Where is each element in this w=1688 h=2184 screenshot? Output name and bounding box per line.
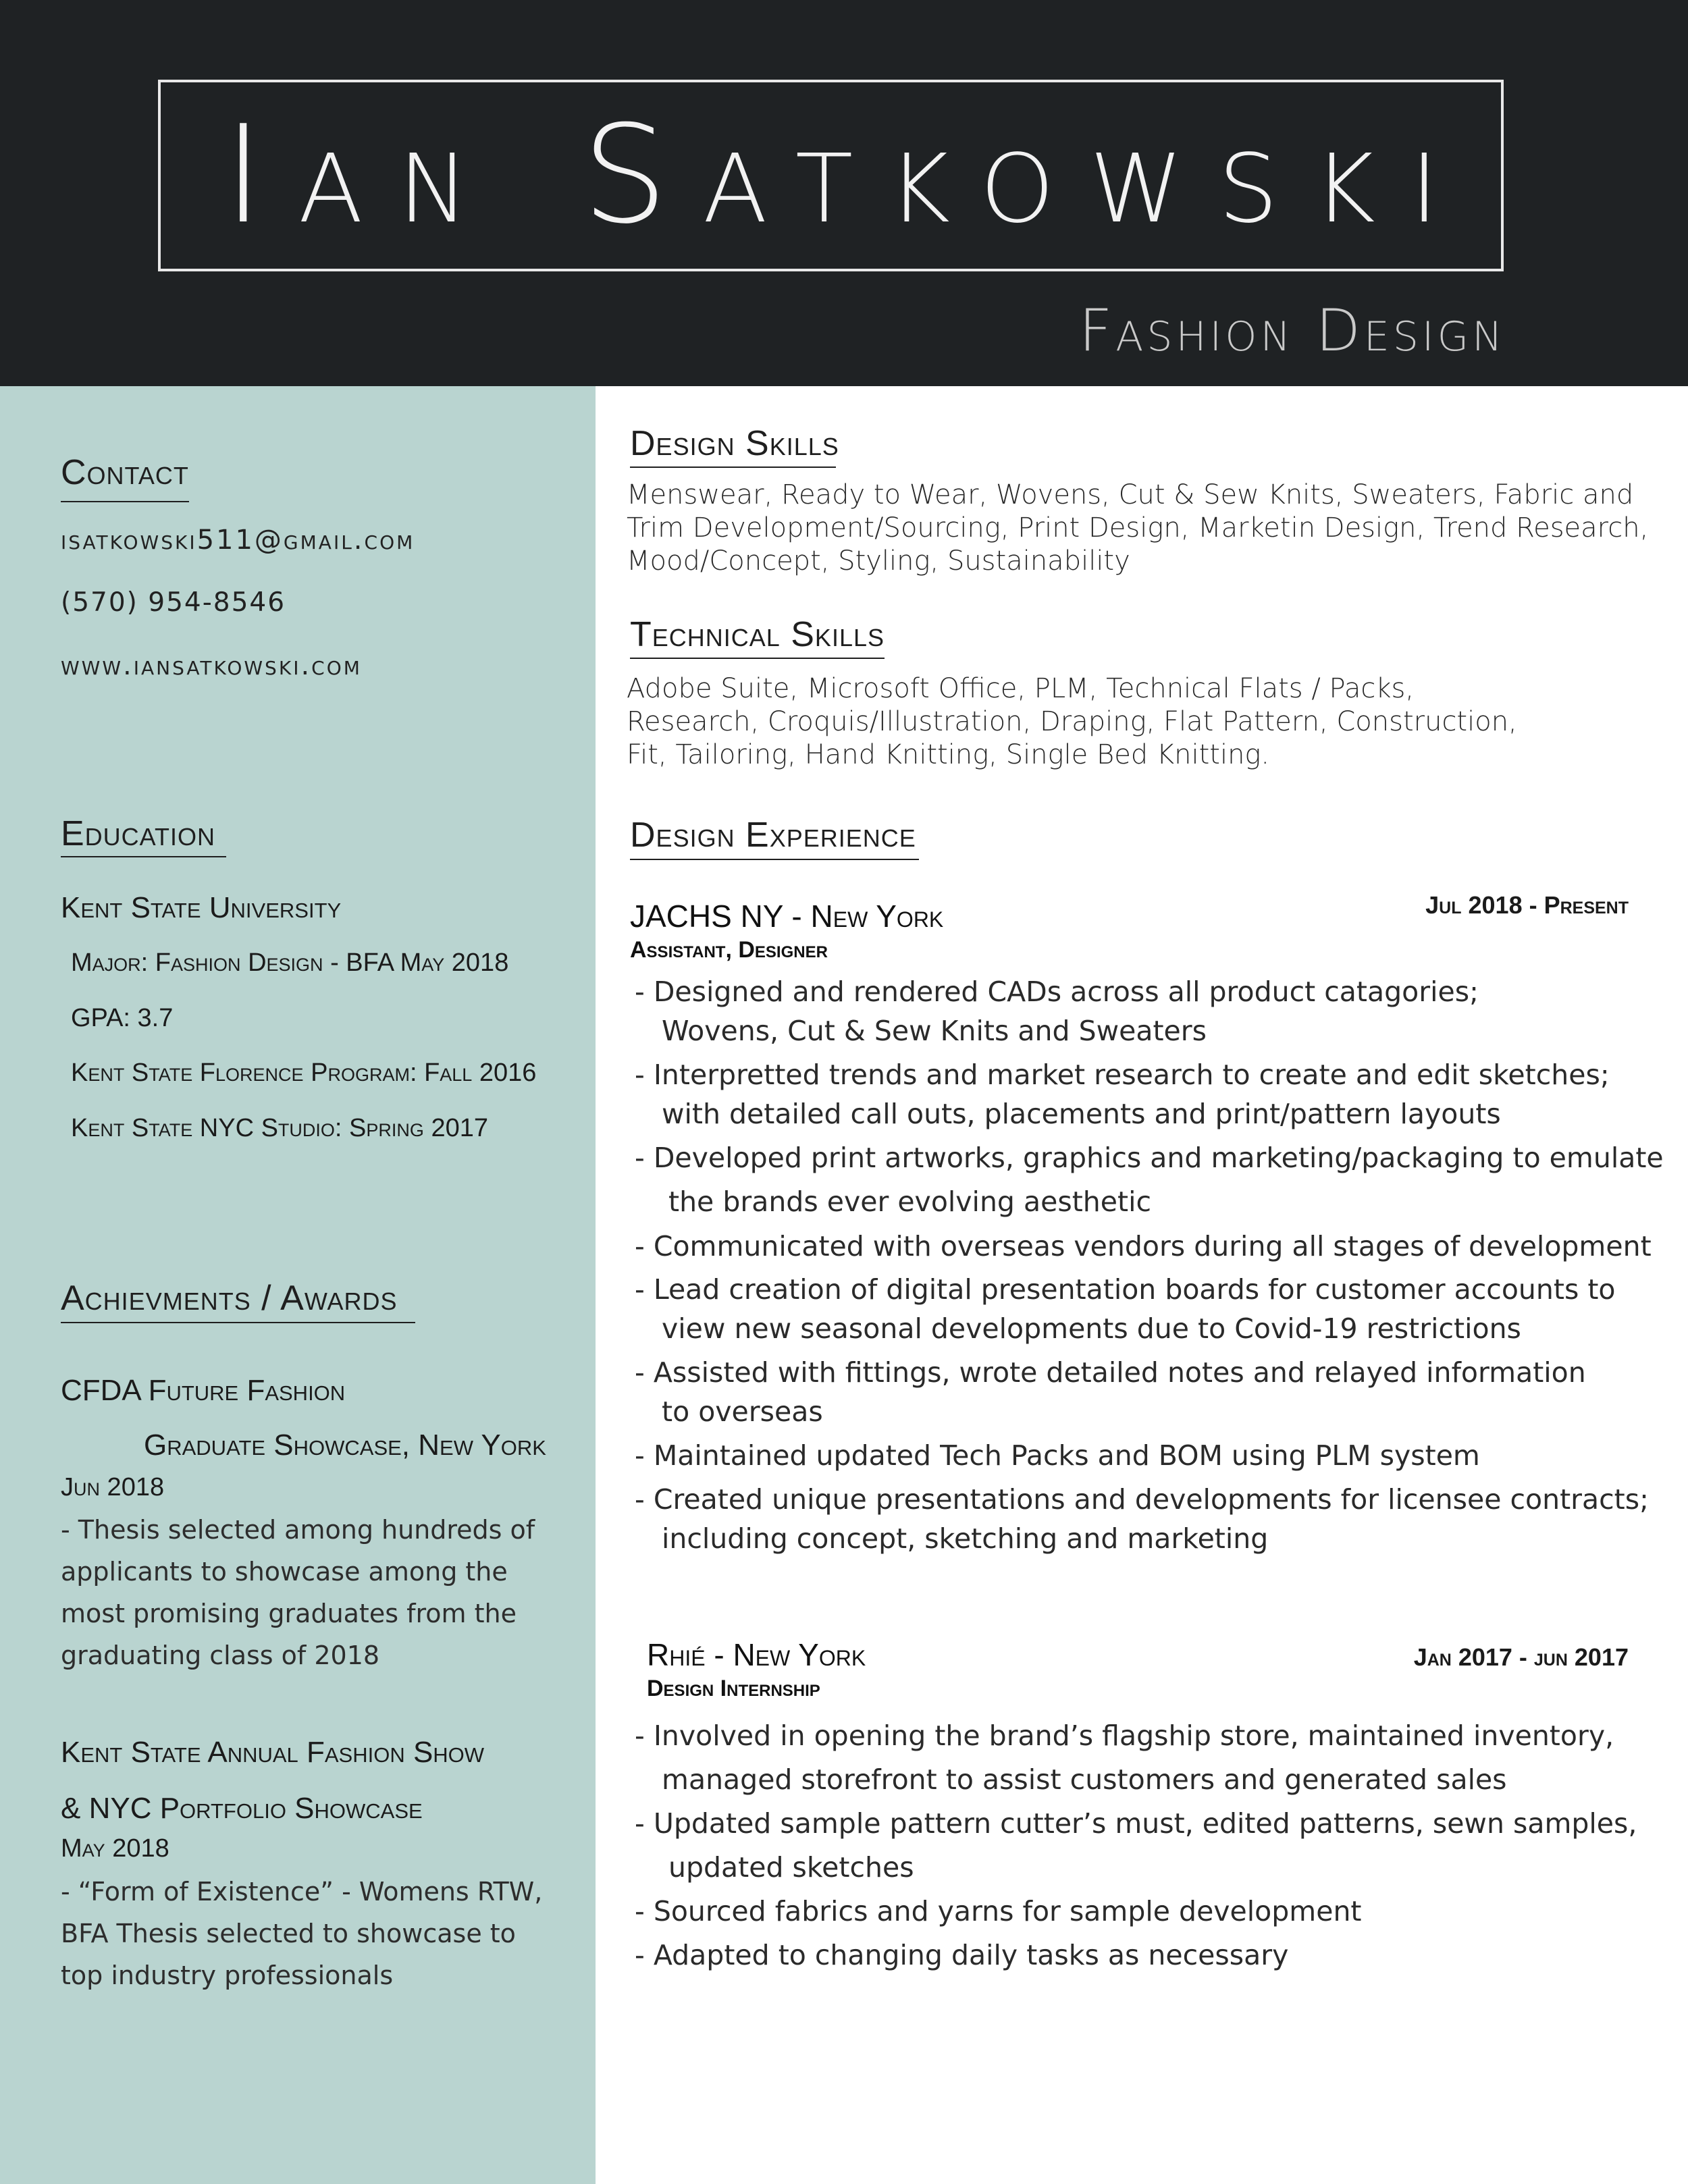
job2-bullet3-line1: - Sourced fabrics and yarns for sample development <box>635 1895 1362 1927</box>
award1-title-line1: CFDA Future Fashion <box>61 1374 346 1407</box>
job1-bullet8-line1: - Created unique presentations and developments for licensee contracts; <box>635 1483 1649 1516</box>
experience-heading-rule <box>630 859 919 860</box>
technical-skills-line3: Fit, Tailoring, Hand Knitting, Single Bed Knitting. <box>627 739 1270 770</box>
education-program-nyc: Kent State NYC Studio: Spring 2017 <box>71 1114 488 1142</box>
contact-phone[interactable]: (570) 954-8546 <box>61 587 286 618</box>
design-skills-line1: Menswear, Ready to Wear, Wovens, Cut & Sew Knits, Sweaters, Fabric and <box>627 479 1634 510</box>
job2-company: Rhié - New York <box>647 1637 866 1672</box>
award2-desc-line3: top industry professionals <box>61 1961 394 1990</box>
job1-bullet2-line2: with detailed call outs, placements and print/pattern layouts <box>662 1098 1501 1130</box>
award2-desc-line1: - “Form of Existence” - Womens RTW, <box>61 1877 543 1907</box>
job1-company: JACHS NY - New York <box>630 899 944 934</box>
award2-title-line2: & NYC Portfolio Showcase <box>61 1792 423 1825</box>
job1-bullet1-line1: - Designed and rendered CADs across all product catagories; <box>635 976 1479 1008</box>
award1-desc-line2: applicants to showcase among the <box>61 1557 508 1587</box>
contact-heading: Contact <box>61 453 189 492</box>
job1-role: Assistant, Designer <box>630 937 828 963</box>
education-heading-rule <box>61 856 226 857</box>
job1-bullet3-line1: - Developed print artworks, graphics and marketing/packaging to emulate <box>635 1142 1664 1174</box>
education-gpa: GPA: 3.7 <box>71 1004 174 1032</box>
job1-bullet2-line1: - Interpretted trends and market research to create and edit sketches; <box>635 1059 1610 1091</box>
job1-dates: Jul 2018 - Present <box>1425 891 1629 919</box>
education-school: Kent State University <box>61 891 342 924</box>
education-major: Major: Fashion Design - BFA May 2018 <box>71 949 509 977</box>
technical-skills-line2: Research, Croquis/Illustration, Draping, Flat Pattern, Construction, <box>627 706 1517 737</box>
award1-date: Jun 2018 <box>61 1473 165 1501</box>
design-skills-heading-rule <box>630 467 836 468</box>
awards-heading-rule <box>61 1322 415 1323</box>
job1-bullet5-line2: view new seasonal developments due to Covid-19 restrictions <box>662 1312 1521 1345</box>
contact-email[interactable]: isatkowski511@gmail.com <box>61 525 415 556</box>
contact-heading-rule <box>61 501 189 502</box>
name-frame <box>158 80 1504 271</box>
design-skills-line2: Trim Development/Sourcing, Print Design, Marketin Design, Trend Research, <box>627 512 1649 543</box>
header-banner <box>0 0 1688 386</box>
job2-bullet1-line1: - Involved in opening the brand’s flagship store, maintained inventory, <box>635 1720 1614 1752</box>
technical-skills-line1: Adobe Suite, Microsoft Office, PLM, Technical Flats / Packs, <box>627 673 1415 704</box>
job1-bullet6-line2: to overseas <box>662 1395 823 1428</box>
job2-bullet2-line2: updated sketches <box>668 1851 914 1884</box>
job1-bullet8-line2: including concept, sketching and marketing <box>662 1522 1269 1555</box>
contact-website[interactable]: www.iansatkowski.com <box>61 650 362 681</box>
education-heading: Education <box>61 814 216 853</box>
job1-bullet3-line2: the brands ever evolving aesthetic <box>668 1186 1151 1218</box>
technical-skills-heading-rule <box>630 658 885 659</box>
design-skills-heading: Design Skills <box>630 424 839 463</box>
award1-desc-line1: - Thesis selected among hundreds of <box>61 1515 535 1545</box>
award2-title-line1: Kent State Annual Fashion Show <box>61 1736 485 1769</box>
job2-bullet4-line1: - Adapted to changing daily tasks as necessary <box>635 1939 1289 1971</box>
job1-bullet6-line1: - Assisted with fittings, wrote detailed notes and relayed information <box>635 1356 1586 1389</box>
job2-bullet1-line2: managed storefront to assist customers and generated sales <box>662 1763 1507 1796</box>
award1-desc-line3: most promising graduates from the <box>61 1599 517 1628</box>
award1-desc-line4: graduating class of 2018 <box>61 1641 380 1670</box>
job1-bullet4-line1: - Communicated with overseas vendors during all stages of development <box>635 1230 1652 1262</box>
job1-bullet7-line1: - Maintained updated Tech Packs and BOM using PLM system <box>635 1439 1480 1472</box>
design-skills-line3: Mood/Concept, Styling, Sustainability <box>627 545 1130 577</box>
candidate-name: Ian Satkowski <box>223 97 1474 254</box>
education-program-florence: Kent State Florence Program: Fall 2016 <box>71 1059 537 1087</box>
awards-heading: Achievments / Awards <box>61 1279 398 1318</box>
award2-date: May 2018 <box>61 1834 169 1863</box>
technical-skills-heading: Technical Skills <box>630 615 885 654</box>
job1-bullet5-line1: - Lead creation of digital presentation boards for customer accounts to <box>635 1273 1616 1306</box>
job2-role: Design Internship <box>647 1676 820 1701</box>
award1-title-line2: Graduate Showcase, New York <box>144 1429 546 1462</box>
job2-bullet2-line1: - Updated sample pattern cutter’s must, edited patterns, sewn samples, <box>635 1807 1637 1840</box>
profession-title: Fashion Design <box>1078 297 1506 365</box>
job2-dates: Jan 2017 - jun 2017 <box>1413 1643 1629 1671</box>
award2-desc-line2: BFA Thesis selected to showcase to <box>61 1919 516 1948</box>
experience-heading: Design Experience <box>630 816 916 855</box>
job1-bullet1-line2: Wovens, Cut & Sew Knits and Sweaters <box>662 1015 1207 1047</box>
